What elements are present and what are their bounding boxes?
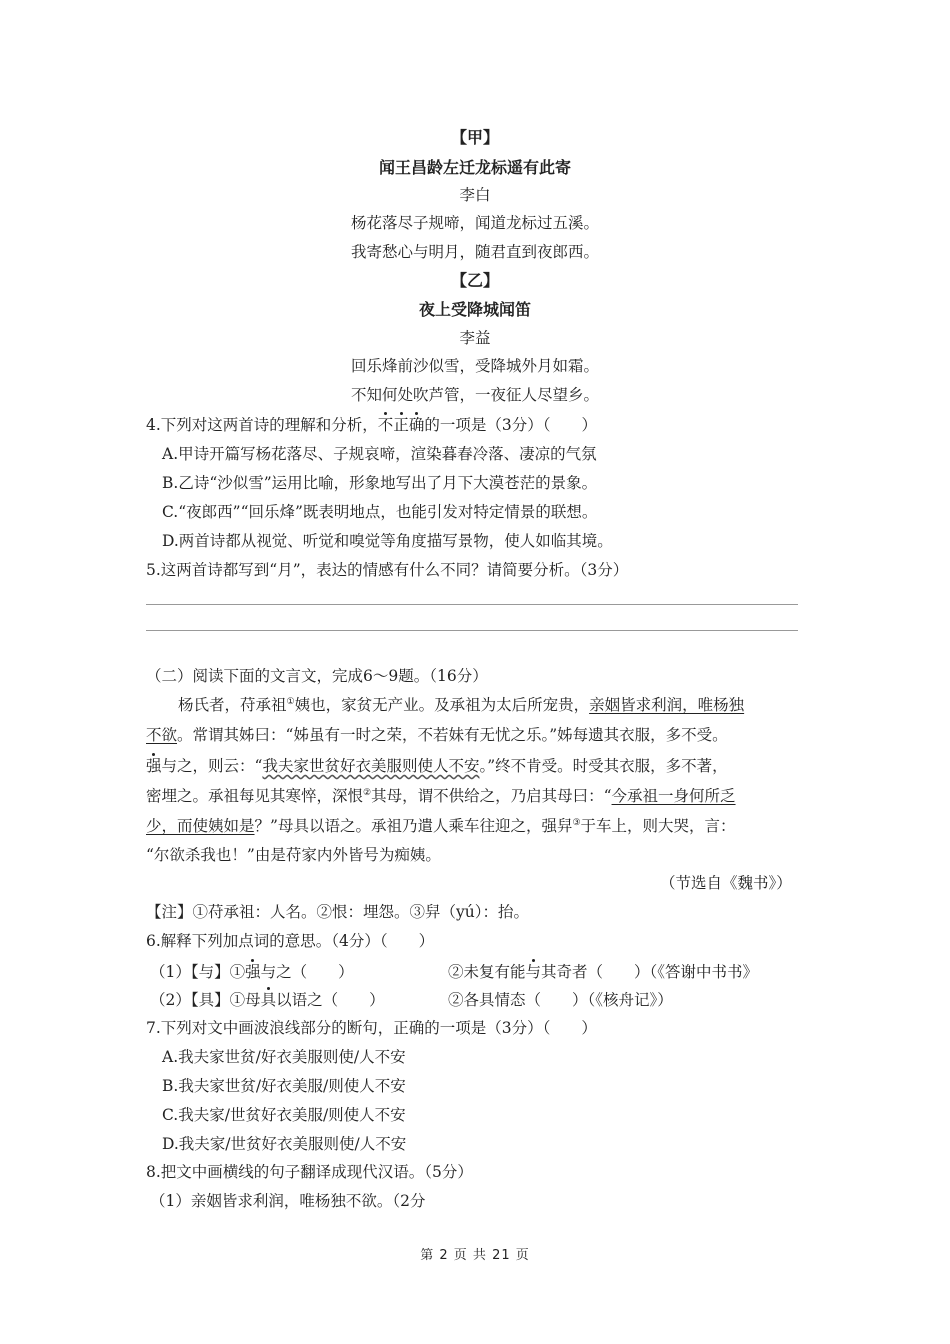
emphasis-char: 确: [408, 416, 425, 434]
q6-text: （2）【具】①母: [150, 991, 261, 1009]
wavy-sentence: 我夫家世贫好衣美服则使人不安: [262, 757, 480, 775]
emphasis-char: 不: [377, 416, 394, 434]
dotted-word: 强: [146, 757, 162, 775]
answer-line-1[interactable]: [146, 604, 798, 605]
passage-text: 。常谓其姊曰：“姊虽有一时之荣，不若妹有无忧之乐。”姊每遗其衣服，多不受。: [177, 726, 728, 744]
dotted-word: 具: [260, 991, 277, 1009]
q6-text: ②未复有能: [448, 963, 526, 981]
passage-line-1: [178, 698, 744, 714]
poem-a-line-2: 我寄愁心与明月，随君直到夜郎西。: [350, 243, 599, 261]
passage-line-4: [146, 789, 736, 805]
underlined-sentence-1-end: 不欲: [146, 726, 178, 744]
passage-line-3: [146, 759, 728, 775]
q7-option-c: C.我夫家/世贫好衣美服/则使人不安: [162, 1106, 406, 1124]
q7-stem: 7.下列对文中画波浪线部分的断句，正确的一项是（3分）（ ）: [146, 1019, 597, 1037]
dotted-word: 强: [245, 963, 261, 981]
q8-stem: 8.把文中画横线的句子翻译成现代汉语。（5分）: [146, 1163, 473, 1181]
q5-stem: 5.这两首诗都写到“月”，表达的情感有什么不同？请简要分析。（3分）: [146, 561, 629, 579]
poem-b-author: 李益: [459, 329, 491, 347]
q4-option-b: B.乙诗“沙似雪”运用比喻，形象地写出了月下大漠苍茫的景象。: [162, 474, 598, 492]
q7-option-a: A.我夫家世贫/好衣美服则使/人不安: [162, 1048, 406, 1066]
q6-row2-left: [150, 993, 385, 1009]
answer-line-2[interactable]: [146, 630, 798, 631]
q4-emph-text: [378, 416, 425, 434]
q7-option-b: B.我夫家世贫/好衣美服/则使人不安: [162, 1077, 406, 1095]
passage-text: 姨也，家贫无产业。及承祖为太后所宠贵，: [294, 696, 590, 714]
passage-text: 。”终不肯受。时受其衣服，多不著，: [479, 757, 728, 775]
q4-option-a: A.甲诗开篇写杨花落尽、子规哀啼，渲染暮春冷落、凄凉的气氛: [162, 445, 597, 463]
poem-a-author: 李白: [459, 186, 491, 204]
q4-stem: [146, 418, 597, 434]
passage-text: 与之，则云：“: [161, 757, 263, 775]
dotted-word: 与: [525, 963, 542, 981]
poem-b-line-1: 回乐烽前沙似雪，受降城外月如霜。: [350, 357, 599, 375]
note-marker-1: ①: [286, 697, 295, 707]
poem-a-line-1: 杨花落尽子规啼，闻道龙标过五溪。: [350, 214, 599, 232]
q6-row1-left: [150, 965, 354, 981]
passage-line-6: “尔欲杀我也！”由是苻家内外皆号为痴姨。: [146, 846, 441, 864]
section2-heading: （二）阅读下面的文言文，完成6～9题。（16分）: [146, 667, 488, 685]
note-marker-2: ②: [363, 788, 372, 798]
q6-text: （1）【与】①: [150, 963, 246, 981]
passage-line-5: [146, 819, 736, 835]
poem-b-tag: 【乙】: [450, 271, 499, 290]
passage-text: 密埋之。承祖每见其寒悴，深恨: [146, 787, 364, 805]
poem-a-tag: 【甲】: [450, 128, 499, 147]
poem-b-title: 夜上受降城闻笛: [418, 300, 531, 319]
q4-option-d: D.两首诗都从视觉、听觉和嗅觉等角度描写景物，使人如临其境。: [162, 532, 613, 550]
underlined-sentence-2-end: 少，而使姨如是: [146, 817, 255, 835]
q6-text: 与之（ ）: [260, 963, 354, 981]
passage-text: 其母，谓不供给之，乃启其母曰：“: [371, 787, 612, 805]
q4-stem-post: 的一项是（3分）（ ）: [424, 416, 597, 434]
passage-line-2: [146, 728, 728, 744]
passage-source: （节选自《魏书》）: [660, 874, 792, 892]
passage-note: 【注】①苻承祖：人名。②恨：埋怨。③舁（yú）：抬。: [146, 903, 529, 921]
footer-text: 第: [420, 1248, 435, 1263]
poem-a-title: 闻王昌龄左迁龙标遥有此寄: [378, 158, 571, 177]
page-number: 2: [439, 1248, 449, 1263]
page-total: 21: [492, 1248, 511, 1263]
passage-text: 杨氏者，苻承祖: [178, 696, 287, 714]
note-marker-3: ③: [572, 818, 581, 828]
q6-stem: 6.解释下列加点词的意思。（4分）（ ）: [146, 932, 435, 950]
underlined-sentence-2: 今承祖一身何所乏: [611, 787, 736, 805]
passage-text: ？”母具以语之。承祖乃遣人乘车往迎之，强舁: [254, 817, 573, 835]
q6-row2-right: ②各具情态（ ）（《核舟记》）: [448, 991, 673, 1009]
footer-text: 页: [515, 1248, 530, 1263]
q4-option-c: C.“夜郎西”“回乐烽”既表明地点，也能引发对特定情景的联想。: [162, 503, 598, 521]
q6-text: 以语之（ ）: [276, 991, 385, 1009]
q4-stem-pre: 4.下列对这两首诗的理解和分析，: [146, 416, 378, 434]
q6-row1-right: [448, 965, 758, 981]
poem-b-line-2: 不知何处吹芦管，一夜征人尽望乡。: [350, 386, 599, 404]
page-footer: [0, 1249, 950, 1262]
q4-stem-emphasis: [378, 416, 425, 434]
q8-sub-1: （1）亲姻皆求利润，唯杨独不欲。（2分: [150, 1192, 426, 1210]
passage-text: 于车上，则大哭，言：: [580, 817, 736, 835]
footer-text: 页 共: [453, 1248, 487, 1263]
emphasis-char: 正: [393, 416, 409, 434]
q6-text: 其奇者（ ）（《答谢中书书》: [541, 963, 759, 981]
q7-option-d: D.我夫家/世贫好衣美服则使/人不安: [162, 1135, 407, 1153]
underlined-sentence-1: 亲姻皆求利润，唯杨独: [589, 696, 745, 714]
